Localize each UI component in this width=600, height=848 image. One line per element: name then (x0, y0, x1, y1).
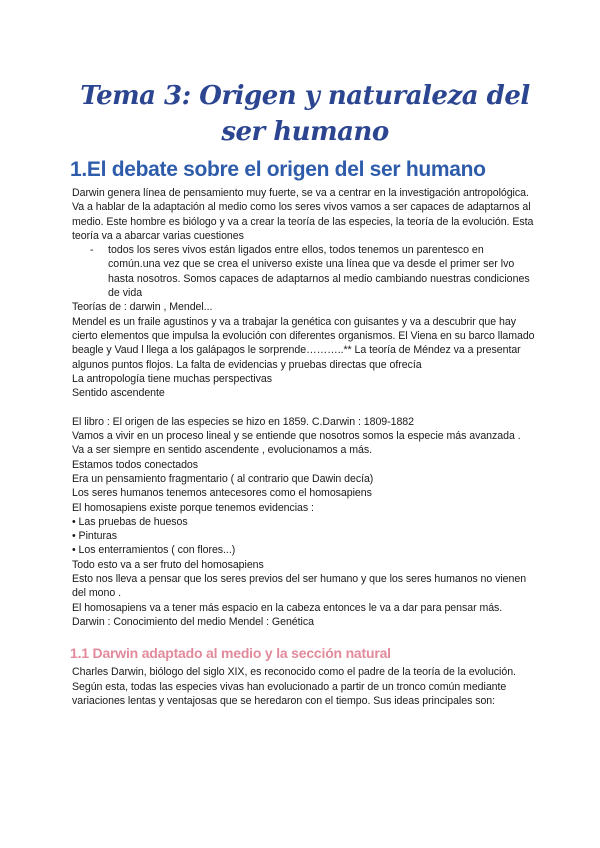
dash-marker: - (90, 244, 94, 257)
bullet-item: • Los enterramientos ( con flores...) (72, 544, 236, 557)
section-1-1-paragraph: Charles Darwin, biólogo del siglo XIX, es reconocido como el padre de la teoría de la evolución. Según esta, todas las especies vivas han evolucionado a partir de un tronco común mediante variaciones lentas y ventajosas que se heredaron con el tiempo. Sus ideas principales son: (72, 666, 516, 707)
dash-list-item (72, 243, 538, 300)
intro-paragraph: Darwin genera línea de pensamiento muy fuerte, se va a centrar en la investigación antropológica. Va a hablar de la adaptación al medio como los seres vivos vamos a ser capaces de adaptarnos al medio. Este hombre es biólogo y va a crear la teoría de las especies, la teoría de la evolución. Esta teoría va a abarcar varias cuestiones (72, 187, 534, 242)
text-line: Mendel es un fraile agustinos y va a trabajar la genética con guisantes y va a descubrir que hay cierto elementos que impulsa la evolución con diferentes organismos. El Viena en su barco llamado beagle y Vaud l llega a los galápagos le sorprende………..** La teoría de Méndez va a presentar algunos puntos flojos. La falta de evidencias y pruebas directas que ofrecía (72, 315, 535, 371)
text-line: El homosapiens va a tener más espacio en la cabeza entonces le va a dar para pensar más. (72, 601, 503, 614)
bullet-item: • Las pruebas de huesos (72, 515, 188, 528)
section-heading-1: 1.El debate sobre el origen del ser humano (70, 158, 486, 181)
text-line: Todo esto va a ser fruto del homosapiens (72, 558, 264, 571)
text-line: Esto nos lleva a pensar que los seres previos del ser humano y que los seres humanos no vienen del mono . (72, 573, 527, 600)
text-line: El homosapiens existe porque tenemos evidencias : (72, 501, 314, 514)
section-heading-1-1: 1.1 Darwin adaptado al medio y la sección natural (70, 645, 391, 662)
text-line: La antropología tiene muchas perspectivas (72, 372, 272, 385)
dash-item-text: todos los seres vivos están ligados entre ellos, todos tenemos un parentesco en común.una vez que se crea el universo existe una línea que va desde el primer ser lvo hasta nosotros. Somos capaces de adaptarnos al medio cambiando nuestras condiciones de vida (108, 244, 530, 300)
text-line: Estamos todos conectados (72, 458, 198, 471)
text-line: Los seres humanos tenemos antecesores como el homosapiens (72, 487, 372, 500)
blank-line (72, 400, 538, 414)
bullet-item: • Pinturas (72, 530, 118, 543)
text-line: Darwin : Conocimiento del medio Mendel : Genética (72, 615, 314, 628)
text-line: Va a ser siempre en sentido ascendente , evolucionamos a más. (72, 444, 373, 457)
text-line: El libro : El origen de las especies se hizo en 1859. C.Darwin : 1809-1882 (72, 415, 414, 428)
text-line: Vamos a vivir en un proceso lineal y se entiende que nosotros somos la especie más avanzada . (72, 430, 521, 443)
document-title: Tema 3: Origen y naturaleza del ser humano (80, 81, 530, 147)
text-line: Era un pensamiento fragmentario ( al contrario que Dawin decía) (72, 472, 374, 485)
text-line: Teorías de : darwin , Mendel... (72, 301, 213, 314)
text-line: Sentido ascendente (72, 387, 165, 400)
